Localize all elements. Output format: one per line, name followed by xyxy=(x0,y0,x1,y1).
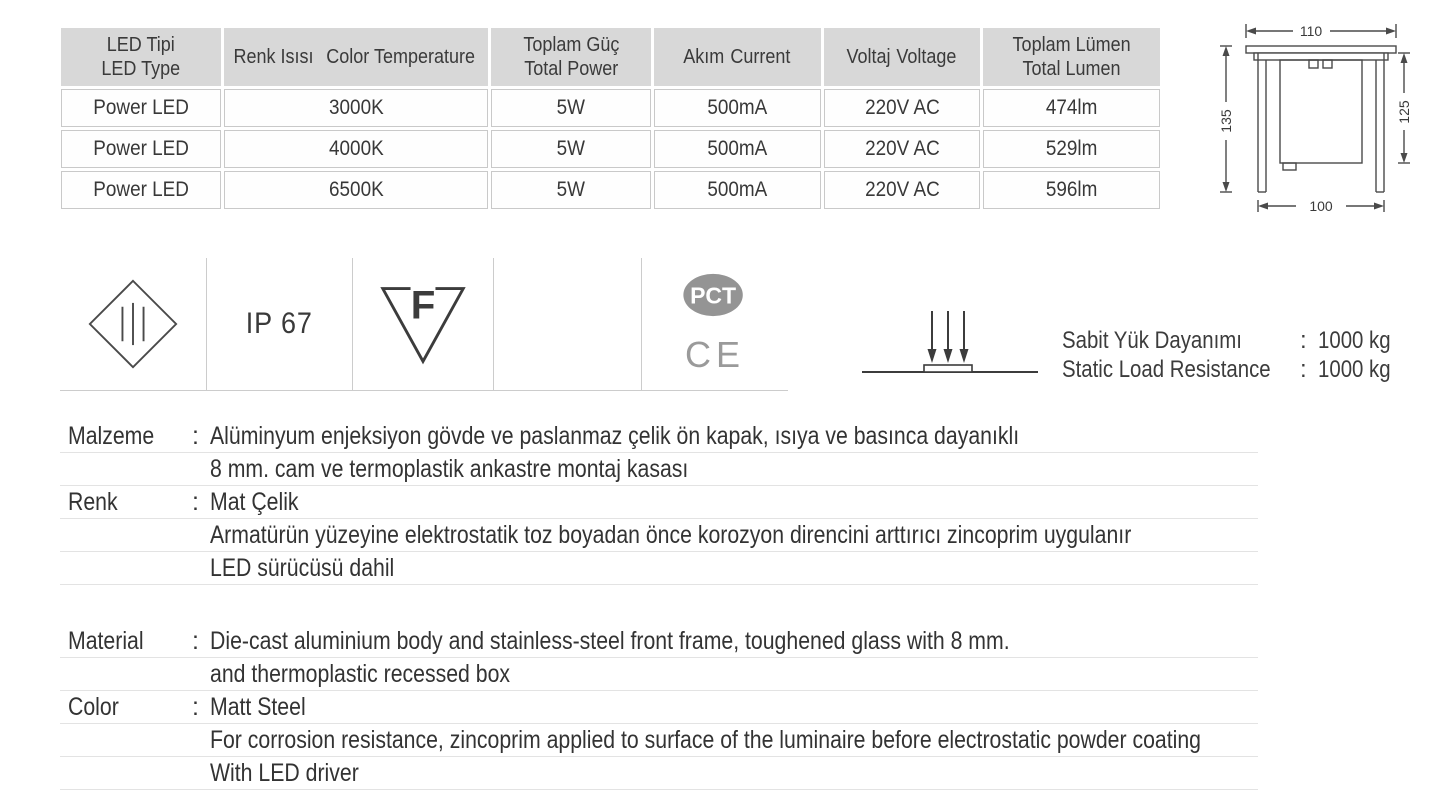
static-load-row-tr xyxy=(1062,326,1403,355)
spec-label xyxy=(60,757,192,789)
spec-label xyxy=(60,519,192,551)
static-load-label-tr: Sabit Yük Dayanımı xyxy=(1062,327,1242,354)
header-led-type-tr: LED Tipi xyxy=(106,34,176,56)
spec-row-material-tr-cont xyxy=(60,453,1258,486)
cert-cell-empty xyxy=(494,258,642,390)
spec-text: Mat Çelik xyxy=(210,488,299,516)
cell-voltage xyxy=(824,89,980,127)
table-row xyxy=(61,89,1160,127)
spec-text: Die-cast aluminium body and stainless-steel front frame, toughened glass with 8 mm. xyxy=(210,627,1010,655)
cell-text: 220V AC xyxy=(864,137,940,160)
colon: : xyxy=(192,422,199,450)
spec-label: Material xyxy=(68,627,144,655)
colon: : xyxy=(192,488,199,516)
header-current-tr: Akım xyxy=(683,46,725,68)
header-total-lumen xyxy=(983,28,1160,86)
spec-section-gap xyxy=(60,585,1258,625)
load-arrows-icon xyxy=(860,305,1042,383)
cell-current xyxy=(654,89,821,127)
spec-text: and thermoplastic recessed box xyxy=(210,660,511,688)
pct-letters: PCT xyxy=(690,282,737,309)
header-current-en: Current xyxy=(730,46,791,68)
cell-text: 500mA xyxy=(707,137,768,160)
cell-total-lumen xyxy=(983,171,1160,209)
header-row xyxy=(61,28,1160,86)
cell-total-power xyxy=(491,89,651,127)
pct-certification-icon xyxy=(681,272,749,318)
spec-row-color-en xyxy=(60,691,1258,724)
spec-row-material-en-cont xyxy=(60,658,1258,691)
spec-text: For corrosion resistance, zincoprim applied to surface of the luminaire before electrostatic powder coating xyxy=(210,726,1201,754)
colon: : xyxy=(1300,327,1307,354)
cell-total-lumen xyxy=(983,89,1160,127)
dim-left-height: 135 xyxy=(1218,109,1234,133)
dim-top-width: 110 xyxy=(1299,23,1323,39)
header-led-type xyxy=(61,28,221,86)
spec-label xyxy=(60,552,192,584)
cell-current xyxy=(654,130,821,168)
colon: : xyxy=(192,693,199,721)
cell-text: 500mA xyxy=(707,178,768,201)
table-row xyxy=(61,171,1160,209)
led-spec-table-body xyxy=(61,89,1160,209)
cell-voltage xyxy=(824,171,980,209)
colon xyxy=(192,757,210,789)
spec-label: Color xyxy=(68,693,119,721)
cert-cell-glass xyxy=(60,258,207,390)
cell-color-temperature xyxy=(224,171,488,209)
f-flammable-surface-icon xyxy=(377,282,469,366)
cell-text: 596lm xyxy=(1045,178,1098,201)
spec-label xyxy=(60,658,192,690)
spec-row-coating-en xyxy=(60,724,1258,757)
f-symbol-letter: F xyxy=(410,282,436,328)
header-voltage xyxy=(824,28,980,86)
led-spec-table-header xyxy=(61,28,1160,86)
cell-text: Power LED xyxy=(93,96,189,119)
cell-led-type xyxy=(61,171,221,209)
cell-text: Power LED xyxy=(93,178,189,201)
header-total-power xyxy=(491,28,651,86)
cell-text: 220V AC xyxy=(864,178,940,201)
static-load-value-en: 1000 kg xyxy=(1318,356,1391,383)
luminaire-cross-section-icon xyxy=(1196,20,1434,220)
cell-total-power xyxy=(491,171,651,209)
header-color-temperature xyxy=(224,28,488,86)
cert-cell-marks xyxy=(642,258,788,390)
cell-text: 3000K xyxy=(328,96,384,119)
static-load-figure xyxy=(860,305,1042,388)
cell-voltage xyxy=(824,130,980,168)
cell-text: 4000K xyxy=(328,137,384,160)
spec-row-driver-en xyxy=(60,757,1258,790)
header-total-lumen-tr: Toplam Lümen xyxy=(1012,34,1131,56)
spec-label: Malzeme xyxy=(68,422,155,450)
spec-text: Alüminyum enjeksiyon gövde ve paslanmaz çelik ön kapak, ısıya ve basınca dayanıklı xyxy=(210,422,1020,450)
table-row xyxy=(61,130,1160,168)
spec-row-color-tr xyxy=(60,486,1258,519)
cell-text: Power LED xyxy=(93,137,189,160)
header-voltage-en: Voltage xyxy=(896,46,957,68)
cell-text: 529lm xyxy=(1045,137,1098,160)
header-current xyxy=(654,28,821,86)
cell-led-type xyxy=(61,89,221,127)
static-load-row-en xyxy=(1062,355,1403,384)
cell-color-temperature xyxy=(224,130,488,168)
colon xyxy=(192,724,210,756)
spec-label: Renk xyxy=(68,488,118,516)
tempered-glass-icon xyxy=(87,278,179,370)
colon xyxy=(192,519,210,551)
cell-text: 6500K xyxy=(328,178,384,201)
dim-bottom-width: 100 xyxy=(1309,198,1333,214)
header-total-power-tr: Toplam Güç xyxy=(522,34,620,56)
dimension-drawing xyxy=(1196,20,1434,220)
cell-text: 474lm xyxy=(1045,96,1098,119)
spec-row-coating-tr xyxy=(60,519,1258,552)
ip-rating-label: IP 67 xyxy=(245,307,314,340)
spec-row-driver-tr xyxy=(60,552,1258,585)
spec-text: LED sürücüsü dahil xyxy=(210,554,395,582)
header-total-power-en: Total Power xyxy=(523,58,619,80)
spec-label xyxy=(60,724,192,756)
colon: : xyxy=(1300,356,1307,383)
spec-text: 8 mm. cam ve termoplastik ankastre montaj kasası xyxy=(210,455,689,483)
colon xyxy=(192,658,210,690)
cell-text: 5W xyxy=(556,137,586,160)
cell-led-type xyxy=(61,130,221,168)
led-spec-table xyxy=(58,25,1163,212)
spec-text: With LED driver xyxy=(210,759,359,787)
cert-cell-ip-rating xyxy=(207,258,353,390)
cert-cell-f-symbol xyxy=(353,258,494,390)
header-voltage-tr: Voltaj xyxy=(846,46,891,68)
cell-color-temperature xyxy=(224,89,488,127)
spec-text: Matt Steel xyxy=(210,693,306,721)
header-total-lumen-en: Total Lumen xyxy=(1022,58,1121,80)
header-led-type-en: LED Type xyxy=(101,58,181,80)
colon xyxy=(192,552,210,584)
colon: : xyxy=(192,627,199,655)
colon xyxy=(192,453,210,485)
header-color-temperature-en: Color Temperature xyxy=(326,46,475,68)
header-color-temperature-tr: Renk Isısı xyxy=(233,46,314,68)
spec-row-material-tr xyxy=(60,420,1258,453)
cell-total-lumen xyxy=(983,130,1160,168)
cell-text: 500mA xyxy=(707,96,768,119)
cell-text: 5W xyxy=(556,178,586,201)
static-load-label-en: Static Load Resistance xyxy=(1062,356,1271,383)
ce-mark-icon: CE xyxy=(684,334,745,375)
spec-row-material-en xyxy=(60,625,1258,658)
spec-text: Armatürün yüzeyine elektrostatik toz boyadan önce korozyon direncini arttırıcı zincoprim uygulanır xyxy=(210,521,1132,549)
cell-text: 5W xyxy=(556,96,586,119)
certification-band xyxy=(60,258,788,391)
static-load-text xyxy=(1062,326,1403,384)
static-load-value-tr: 1000 kg xyxy=(1318,327,1391,354)
spec-label xyxy=(60,453,192,485)
cell-current xyxy=(654,171,821,209)
product-specs xyxy=(60,420,1258,790)
dim-right-height: 125 xyxy=(1396,100,1412,124)
cell-total-power xyxy=(491,130,651,168)
cell-text: 220V AC xyxy=(864,96,940,119)
